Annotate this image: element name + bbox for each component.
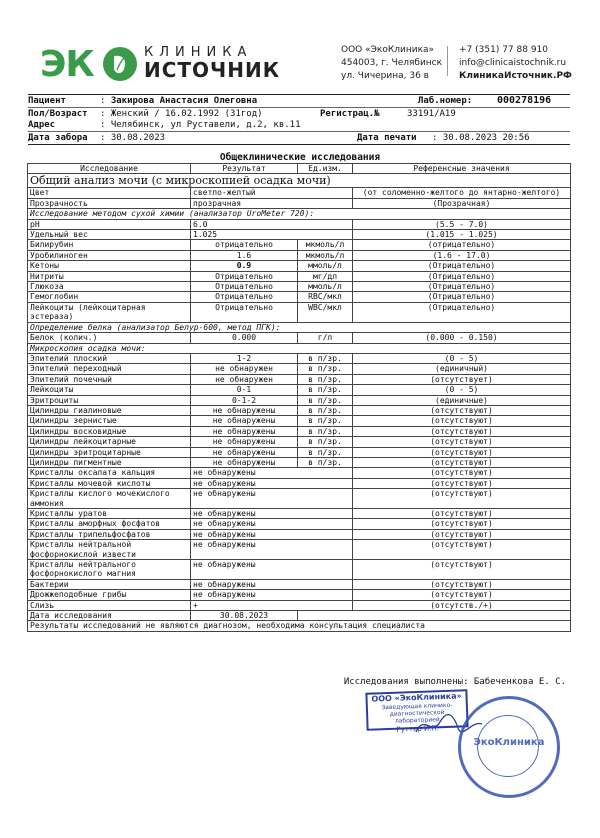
test-result: не обнаружены (191, 447, 298, 457)
research-date-value: 30.08.2023 (191, 611, 298, 621)
logo-klinika-text: КЛИНИКА (144, 45, 253, 60)
test-name: Кристаллы нейтральной фосфорнокислой извести (28, 540, 191, 560)
test-unit: мкмоль/л (298, 250, 353, 260)
test-ref: (Отрицательно) (353, 292, 571, 302)
address-value: : Челябинск, ул Руставели, д.2, кв.11 (100, 120, 301, 130)
table-row (28, 292, 571, 302)
test-result: не обнаружены (191, 478, 353, 488)
test-result: Отрицательно (191, 292, 298, 302)
test-name: Белок (колич.) (28, 333, 191, 343)
test-result: Отрицательно (191, 271, 298, 281)
test-result: не обнаружены (191, 426, 298, 436)
table-row (28, 529, 571, 539)
address-label: Адрес (28, 120, 56, 130)
test-result: не обнаружены (191, 529, 353, 539)
table-row (28, 600, 571, 610)
table-row (28, 198, 571, 208)
test-ref: (отсутствуют) (353, 447, 571, 457)
test-result: не обнаружены (191, 468, 353, 478)
test-name: Цилиндры зернистые (28, 416, 191, 426)
test-name: Цилиндры гиалиновые (28, 405, 191, 415)
org-site: КлиникаИсточник.РФ (459, 71, 572, 81)
test-unit: в п/зр. (298, 416, 353, 426)
test-result: не обнаружены (191, 509, 353, 519)
test-unit: г/л (298, 333, 353, 343)
test-name: Кристаллы нейтрального фосфорнокислого магния (28, 560, 191, 580)
org-name: ООО «ЭкоКлиника» (341, 45, 435, 55)
test-name: Гемоглобин (28, 292, 191, 302)
test-name: Удельный вес (28, 230, 191, 240)
test-result: не обнаружен (191, 374, 298, 384)
table-row (28, 489, 571, 509)
table-row (28, 478, 571, 488)
test-result: прозрачная (191, 198, 353, 208)
table-row (28, 271, 571, 281)
test-name: Эритроциты (28, 395, 191, 405)
lab-number: 000278196 (497, 95, 552, 106)
table-row (28, 240, 571, 250)
table-row (28, 579, 571, 589)
table-row (28, 560, 571, 580)
test-ref: (отсутствуют) (353, 540, 571, 560)
test-unit: в п/зр. (298, 374, 353, 384)
test-name: Цилиндры восковидные (28, 426, 191, 436)
test-ref: (отсутствуют) (353, 529, 571, 539)
test-result: 6.0 (191, 219, 353, 229)
patient-name-label: Пациент (28, 96, 66, 106)
test-name: Глюкоза (28, 282, 191, 292)
test-name: Эпителий переходный (28, 364, 191, 374)
org-city: 454003, г. Челябинск (341, 58, 443, 68)
test-unit: WBC/мкл (298, 302, 353, 322)
subheader-row (28, 209, 571, 219)
col-header-test: Исследование (28, 164, 191, 174)
collection-date-label: Дата забора (28, 133, 88, 143)
test-result: не обнаружены (191, 416, 298, 426)
test-name: Лейкоциты (28, 385, 191, 395)
test-ref: (от соломенно-желтого до янтарно-желтого) (353, 188, 571, 198)
test-result: светло-желтый (191, 188, 353, 198)
test-result: не обнаружены (191, 590, 353, 600)
registration-value: 33191/A19 (407, 109, 456, 119)
col-header-unit: Ед.изм. (298, 164, 353, 174)
org-contacts-block (459, 44, 572, 83)
test-ref: (отсутствуют) (353, 468, 571, 478)
test-unit: ммоль/л (298, 282, 353, 292)
table-row (28, 426, 571, 436)
test-unit: в п/зр. (298, 426, 353, 436)
test-result: 0-1-2 (191, 395, 298, 405)
table-row (28, 230, 571, 240)
test-name: Прозрачность (28, 198, 191, 208)
test-name: Билирубин (28, 240, 191, 250)
subheader-row (28, 322, 571, 332)
test-name: Нитриты (28, 271, 191, 281)
test-result: не обнаружены (191, 579, 353, 589)
report-title: Общеклинические исследования (219, 152, 381, 163)
test-ref: (отсутствуют) (353, 457, 571, 467)
test-ref: (единичные) (353, 395, 571, 405)
print-date-label: Дата печати (357, 133, 417, 143)
test-name: Бактерии (28, 579, 191, 589)
test-result: 0.000 (191, 333, 298, 343)
table-row (28, 405, 571, 415)
test-unit: в п/зр. (298, 385, 353, 395)
clinic-round-seal: ЭкоКлиника (458, 696, 560, 798)
test-ref: (единичный) (353, 364, 571, 374)
test-name: Кристаллы аморфных фосфатов (28, 519, 191, 529)
divider (28, 107, 570, 108)
test-result: Отрицательно (191, 302, 298, 322)
logo-eko: ЭК (40, 44, 94, 85)
subheader-microscopy: Микроскопия осадка мочи: (28, 343, 571, 353)
test-ref: (отсутствуют) (353, 437, 571, 447)
disclaimer: Результаты исследований не являются диагнозом, необходима консультация специалиста (28, 621, 571, 631)
test-name: Кристаллы уратов (28, 509, 191, 519)
table-row (28, 364, 571, 374)
sex-age-value: : Женский / 16.02.1992 (31год) (100, 109, 263, 119)
test-ref: (5.5 - 7.0) (353, 219, 571, 229)
table-row (28, 333, 571, 343)
test-ref: (отсутствуют) (353, 405, 571, 415)
test-result: не обнаружены (191, 560, 353, 580)
subheader-row (28, 343, 571, 353)
test-unit: RBC/мкл (298, 292, 353, 302)
test-unit: в п/зр. (298, 437, 353, 447)
table-row (28, 282, 571, 292)
test-result: 1.6 (191, 250, 298, 260)
test-ref: (отсутствуют) (353, 489, 571, 509)
test-ref: (Отрицательно) (353, 302, 571, 322)
collection-date: : 30.08.2023 (100, 133, 166, 143)
table-row (28, 188, 571, 198)
table-row (28, 540, 571, 560)
org-email: info@clinicaistochnik.ru (459, 58, 567, 68)
test-name: Слизь (28, 600, 191, 610)
test-name: Дрожжеподобные грибы (28, 590, 191, 600)
table-row (28, 437, 571, 447)
test-ref: (отсутствуют) (353, 579, 571, 589)
test-name: Кристаллы трипельфосфатов (28, 529, 191, 539)
test-ref: (отсутствует) (353, 374, 571, 384)
section-title: Общий анализ мочи (с микроскопией осадка мочи) (28, 174, 571, 188)
test-name: Кристаллы мочевой кислоты (28, 478, 191, 488)
table-row (28, 261, 571, 271)
test-name: pH (28, 219, 191, 229)
test-unit: ммоль/л (298, 261, 353, 271)
empty-cell (298, 611, 571, 621)
test-result: 1.025 (191, 230, 353, 240)
test-unit: в п/зр. (298, 395, 353, 405)
test-result: не обнаружены (191, 489, 353, 509)
test-name: Кетоны (28, 261, 191, 271)
test-ref: (Прозрачная) (353, 198, 571, 208)
print-date: : 30.08.2023 20:56 (432, 133, 530, 143)
test-result: не обнаружены (191, 437, 298, 447)
registration-label: Регистрац.№ (320, 109, 380, 119)
test-result: 1-2 (191, 353, 298, 363)
table-row (28, 395, 571, 405)
table-row (28, 302, 571, 322)
table-row (28, 374, 571, 384)
test-name: Цилиндры пигментные (28, 457, 191, 467)
section-title-row (28, 174, 571, 188)
logo-istochnik-text: ИСТОЧНИК (144, 58, 281, 82)
table-row (28, 416, 571, 426)
test-ref: (отсутств./+) (353, 600, 571, 610)
test-result: + (191, 600, 353, 610)
lab-number-label: Лаб.номер: (418, 96, 473, 106)
test-ref: (Отрицательно) (353, 271, 571, 281)
test-result: не обнаружен (191, 364, 298, 374)
test-result: 0.9 (191, 261, 298, 271)
divider (28, 144, 570, 145)
header-divider (447, 46, 448, 76)
table-row (28, 468, 571, 478)
test-unit: в п/зр. (298, 353, 353, 363)
test-name: Кристаллы кислого мочекислого аммония (28, 489, 191, 509)
table-row (28, 611, 571, 621)
research-date-label: Дата исследования (28, 611, 191, 621)
test-ref: (0 - 5) (353, 385, 571, 395)
divider (28, 94, 570, 95)
test-unit: в п/зр. (298, 447, 353, 457)
performed-by: Исследования выполнены: Бабеченкова Е. С. (343, 677, 566, 687)
test-ref: (0 - 5) (353, 353, 571, 363)
test-name: Эпителий плоский (28, 353, 191, 363)
table-row (28, 250, 571, 260)
test-result: не обнаружены (191, 457, 298, 467)
test-result: Отрицательно (191, 282, 298, 292)
test-name: Кристаллы оксалата кальция (28, 468, 191, 478)
table-row (28, 447, 571, 457)
table-row (28, 385, 571, 395)
table-header-row (28, 164, 571, 174)
divider (28, 131, 570, 132)
table-row (28, 519, 571, 529)
subheader-protein: Определение белка (анализатор Белур-600, метод ПГК): (28, 322, 571, 332)
test-ref: (0.000 - 0.150) (353, 333, 571, 343)
table-row (28, 457, 571, 467)
test-unit: мг/дл (298, 271, 353, 281)
org-street: ул. Чичерина, 36 в (341, 71, 429, 81)
table-row (28, 353, 571, 363)
test-ref: (отсутствуют) (353, 426, 571, 436)
test-name: Эпителий почечный (28, 374, 191, 384)
test-name: Цилиндры эритроцитарные (28, 447, 191, 457)
test-name: Лейкоциты (лейкоцитарная эстераза) (28, 302, 191, 322)
patient-name: : Закирова Анастасия Олеговна (100, 96, 258, 106)
table-row (28, 219, 571, 229)
test-ref: (отсутствуют) (353, 590, 571, 600)
test-result: не обнаружены (191, 405, 298, 415)
test-name: Уробилиноген (28, 250, 191, 260)
test-ref: (отсутствуют) (353, 509, 571, 519)
test-name: Цвет (28, 188, 191, 198)
test-result: не обнаружены (191, 519, 353, 529)
table-row (28, 590, 571, 600)
test-unit: в п/зр. (298, 405, 353, 415)
table-row (28, 509, 571, 519)
test-name: Цилиндры лейкоцитарные (28, 437, 191, 447)
test-ref: (отсутствуют) (353, 478, 571, 488)
sex-age-label: Пол/Возраст (28, 109, 88, 119)
test-unit: мкмоль/л (298, 240, 353, 250)
test-ref: (отрицательно) (353, 240, 571, 250)
test-ref: (отсутствуют) (353, 560, 571, 580)
test-unit: в п/зр. (298, 364, 353, 374)
test-unit: в п/зр. (298, 457, 353, 467)
org-address-block (341, 44, 442, 83)
lab-head-stamp: ООО «ЭкоКлиника» Заведующая клинико- диагностической лабораторией Руттер И.П. (365, 689, 468, 731)
logo-leaf-icon (103, 47, 137, 81)
test-ref: (1.015 - 1.025) (353, 230, 571, 240)
test-result: 0-1 (191, 385, 298, 395)
test-ref: (Отрицательно) (353, 261, 571, 271)
test-result: отрицательно (191, 240, 298, 250)
test-ref: (отсутствуют) (353, 519, 571, 529)
subheader-dry-chemistry: Исследование методом сухой химии (анализатор UroMeter 720): (28, 209, 571, 219)
results-table (27, 163, 571, 632)
col-header-result: Результат (191, 164, 298, 174)
test-result: не обнаружены (191, 540, 353, 560)
disclaimer-row (28, 621, 571, 631)
test-ref: (отсутствуют) (353, 416, 571, 426)
col-header-ref: Референсные значения (353, 164, 571, 174)
test-ref: (Отрицательно) (353, 282, 571, 292)
test-ref: (1.6 - 17.0) (353, 250, 571, 260)
org-phone: +7 (351) 77 88 910 (459, 45, 548, 55)
